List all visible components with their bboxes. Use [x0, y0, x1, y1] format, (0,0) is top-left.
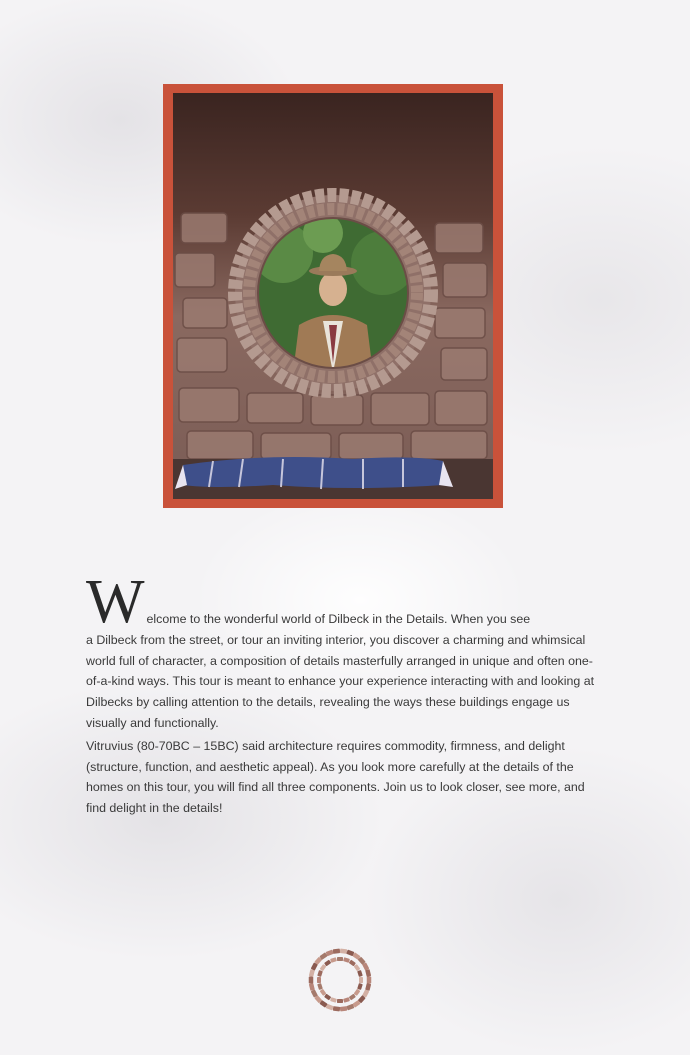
brick-ring-ornament-icon — [305, 945, 375, 1015]
ornament-brick — [317, 983, 323, 990]
ornament-brick — [324, 994, 331, 1001]
ornament-brick — [320, 964, 327, 971]
ornament-brick — [326, 950, 334, 957]
ornament-brick — [349, 994, 356, 1001]
article — [86, 568, 596, 819]
ornament-brick — [330, 957, 337, 963]
ornament-brick — [324, 960, 331, 967]
ornament-brick — [340, 1006, 347, 1011]
intro-rest: a Dilbeck from the street, or tour an inviting interior, you discover a charming and whimsical world full of character, a composition of details masterfully arranged in unique and often one-of-a-kind ways. This tour is meant to enhance your experience interacting with and looking at Dilbecks by calling attention to the details, revealing the ways these buildings engage us visually and functionally. — [86, 632, 595, 730]
ornament-brick — [357, 983, 363, 990]
ornament-brick — [346, 1004, 354, 1011]
man-in-hat-through-round-brick-window-icon — [173, 93, 493, 499]
ornament-brick — [349, 960, 356, 967]
ornament-brick — [309, 983, 315, 991]
ornament-brick — [337, 999, 343, 1003]
intro-first-line: elcome to the wonderful world of Dilbeck in the Details. When you see — [146, 612, 531, 626]
ornament-brick — [357, 970, 363, 977]
drop-cap: W — [86, 568, 145, 636]
ornament-brick — [365, 983, 371, 991]
ornament-brick — [320, 989, 327, 996]
ornament-brick — [343, 957, 350, 963]
ornament-brick — [337, 957, 343, 961]
ornament-brick — [333, 1006, 340, 1011]
ornament-brick — [333, 949, 340, 954]
intro-paragraph — [86, 568, 596, 734]
ornament-brick — [359, 977, 363, 983]
ornament-brick — [367, 977, 372, 984]
ornament-brick — [354, 989, 361, 996]
ornament-brick — [340, 949, 347, 954]
ornament-brick — [354, 964, 361, 971]
photo — [173, 93, 493, 499]
ornament-brick — [309, 969, 315, 977]
ornament-brick — [309, 977, 314, 984]
ornament-brick — [317, 970, 323, 977]
photo-frame — [163, 84, 503, 508]
ornament-brick — [330, 997, 337, 1003]
ornament-brick — [343, 997, 350, 1003]
ornament-brick — [365, 969, 371, 977]
ornament-brick — [317, 977, 321, 983]
vitruvius-paragraph: Vitruvius (80-70BC – 15BC) said architecture requires commodity, firmness, and delight (structure, function, and aesthetic appeal). As you look more carefully at the details of the homes on this tour, you will find all three components. Join us to look closer, see more, and find delight in the details! — [86, 738, 585, 816]
